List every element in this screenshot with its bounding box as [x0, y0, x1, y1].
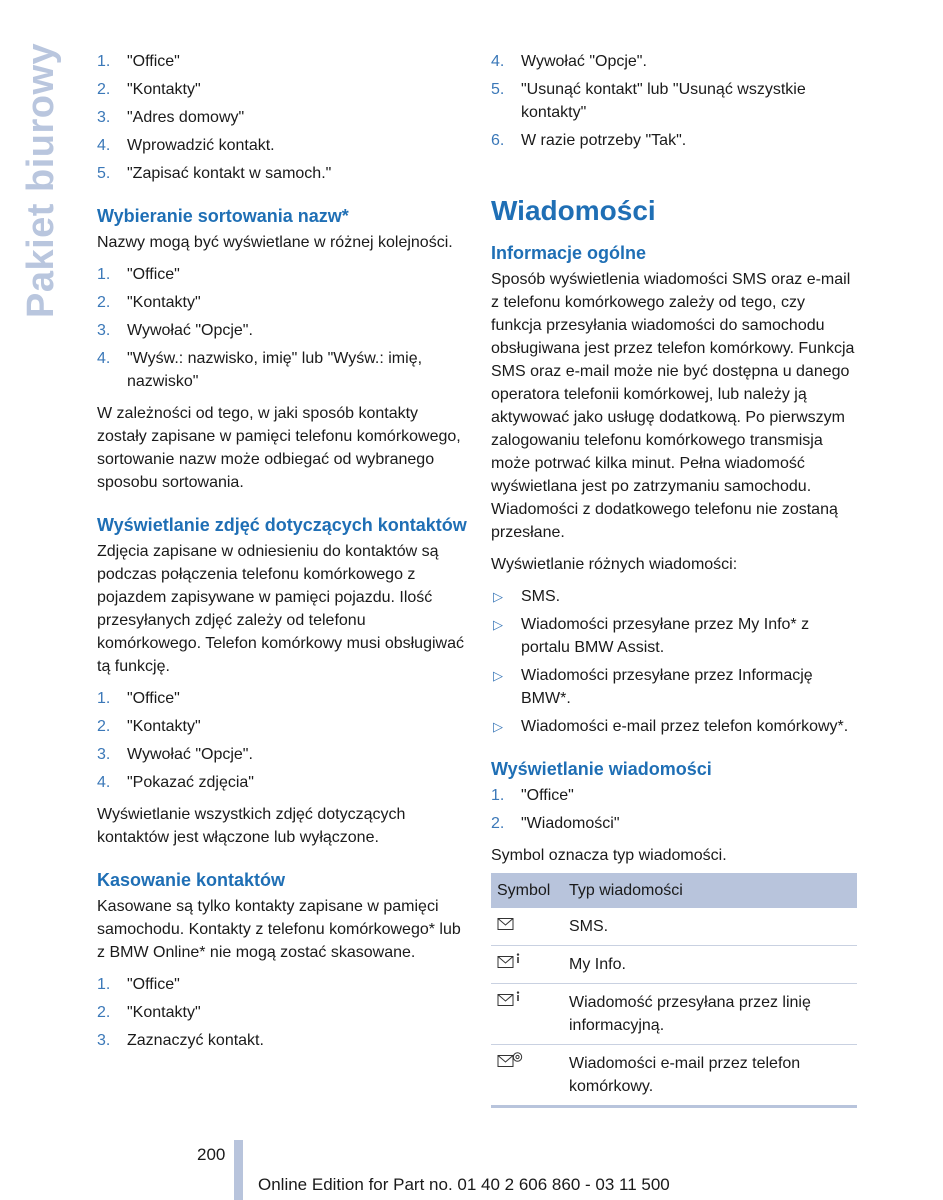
steps-list-delete-continued	[491, 50, 859, 152]
table-row	[491, 908, 857, 946]
column-header-type: Typ wiadomości	[563, 873, 857, 908]
list-item: 3. Wywołać "Opcje".	[97, 746, 253, 763]
symbol-cell	[491, 908, 563, 946]
list-item: 4. "Pokazać zdjęcia"	[97, 774, 254, 791]
triangle-bullet-icon: ▷	[493, 589, 503, 604]
list-item: 2. "Wiadomości"	[491, 815, 620, 832]
heading-delete-contacts: Kasowanie kontaktów	[97, 870, 286, 890]
steps-list-photos	[97, 687, 467, 794]
paragraph-delete-contacts: Kasowane są tylko kontakty zapisane w pamięci samochodu. Kontakty z telefonu komórkowego* lub z BMW Online* nie mogą zostać skasowane.	[97, 898, 461, 961]
envelope-info-icon	[497, 991, 521, 1007]
list-item: ▷ Wiadomości e-mail przez telefon komórkowy*.	[491, 715, 859, 738]
paragraph-general-info: Sposób wyświetlenia wiadomości SMS oraz e-mail z telefonu komórkowego zależy od tego, czy funkcja przesyłania wiadomości do samochodu obsługiwana jest przez telefon komórkowy. Funkcja SMS oraz e-mail może nie być dostępna u danego operatora telefonii komórkowej, lub należy ją aktywować jako usługę dodatkową. Po pierwszym zalogowaniu telefonu komórkowego transmisja może potrwać kilka minut. Pełna wiadomość wyświetlana jest po zatrzymaniu samochodu. Wiadomości z dodatkowego telefonu nie zostaną przesłane.	[491, 271, 855, 541]
type-cell: My Info.	[563, 946, 857, 984]
heading-contact-photos: Wyświetlanie zdjęć dotyczących kontaktów	[97, 515, 467, 535]
paragraph-message-types: Wyświetlanie różnych wiadomości:	[491, 556, 738, 573]
list-item: 1. "Office"	[97, 266, 180, 283]
message-types-list	[491, 585, 859, 738]
list-item: 3. Wywołać "Opcje".	[97, 322, 253, 339]
list-item: 1. "Office"	[97, 53, 180, 70]
paragraph-sorting-note: W zależności od tego, w jaki sposób kontakty zostały zapisane w pamięci telefonu komórkowego, sortowanie nazw może odbiegać od wybranego sposobu sortowania.	[97, 405, 461, 491]
table-row	[491, 946, 857, 984]
symbol-cell	[491, 1045, 563, 1107]
steps-list-sorting	[97, 263, 467, 393]
heading-general-info: Informacje ogólne	[491, 243, 647, 263]
list-item: 2. "Kontakty"	[97, 81, 201, 98]
column-header-symbol: Symbol	[491, 873, 563, 908]
list-item: 6. W razie potrzeby "Tak".	[491, 132, 687, 149]
section-side-title: Pakiet biurowy	[20, 42, 62, 318]
triangle-bullet-icon: ▷	[493, 617, 503, 632]
right-column	[491, 50, 859, 1108]
list-item: ▷ Wiadomości przesyłane przez My Info* z portalu BMW Assist.	[491, 613, 859, 659]
list-item: 2. "Kontakty"	[97, 1004, 201, 1021]
list-item: 3. "Adres domowy"	[97, 109, 245, 126]
type-cell: Wiadomość przesyłana przez linię informacyjną.	[563, 984, 857, 1045]
table-row	[491, 1045, 857, 1107]
triangle-bullet-icon: ▷	[493, 719, 503, 734]
list-item: 4. Wprowadzić kontakt.	[97, 137, 275, 154]
heading-messages: Wiadomości	[491, 195, 656, 226]
heading-display-messages: Wyświetlanie wiadomości	[491, 759, 712, 779]
paragraph-name-sorting: Nazwy mogą być wyświetlane w różnej kolejności.	[97, 234, 453, 251]
list-item: 4. "Wyśw.: nazwisko, imię" lub "Wyśw.: imię, nazwisko"	[97, 350, 423, 390]
paragraph-contact-photos: Zdjęcia zapisane w odniesieniu do kontaktów są podczas połączenia telefonu komórkowego z pojazdem zapisywane w pamięci pojazdu. Ilość przesyłanych zdjęć zależy od telefonu komórkowego. Telefon komórkowy musi obsługiwać tą funkcję.	[97, 543, 464, 675]
steps-list-new-contact	[97, 50, 467, 185]
type-cell: SMS.	[569, 918, 609, 935]
type-cell: Wiadomości e-mail przez telefon komórkowy.	[563, 1045, 857, 1107]
list-item: 5. "Zapisać kontakt w samoch."	[97, 165, 332, 182]
list-item: 1. "Office"	[491, 787, 574, 804]
list-item: ▷ SMS.	[491, 585, 859, 608]
heading-name-sorting: Wybieranie sortowania nazw*	[97, 206, 349, 226]
paragraph-symbol-note: Symbol oznacza typ wiadomości.	[491, 847, 727, 864]
list-item: 1. "Office"	[97, 976, 180, 993]
list-item: 2. "Kontakty"	[97, 718, 201, 735]
envelope-info-icon	[497, 953, 521, 969]
list-item: 5. "Usunąć kontakt" lub "Usunąć wszystkie kontakty"	[491, 81, 806, 121]
symbol-cell	[491, 984, 563, 1045]
edition-note: Online Edition for Part no. 01 40 2 606 860 - 03 11 500	[258, 1175, 670, 1194]
footer-accent-bar	[234, 1140, 243, 1200]
table-header-row	[491, 873, 857, 908]
paragraph-photos-note: Wyświetlanie wszystkich zdjęć dotyczących kontaktów jest włączone lub wyłączone.	[97, 806, 406, 846]
symbol-cell	[491, 946, 563, 984]
list-item: ▷ Wiadomości przesyłane przez Informację BMW*.	[491, 664, 859, 710]
left-column	[97, 50, 467, 1061]
table-row	[491, 984, 857, 1045]
list-item: 4. Wywołać "Opcje".	[491, 53, 647, 70]
envelope-icon	[497, 917, 517, 931]
list-item: 1. "Office"	[97, 690, 180, 707]
page-number: 200	[197, 1145, 226, 1164]
steps-list-delete	[97, 973, 467, 1052]
steps-list-display-messages	[491, 784, 859, 835]
message-symbols-table	[491, 873, 857, 1108]
triangle-bullet-icon: ▷	[493, 668, 503, 683]
list-item: 3. Zaznaczyć kontakt.	[97, 1032, 264, 1049]
envelope-email-icon	[497, 1052, 523, 1068]
list-item: 2. "Kontakty"	[97, 294, 201, 311]
